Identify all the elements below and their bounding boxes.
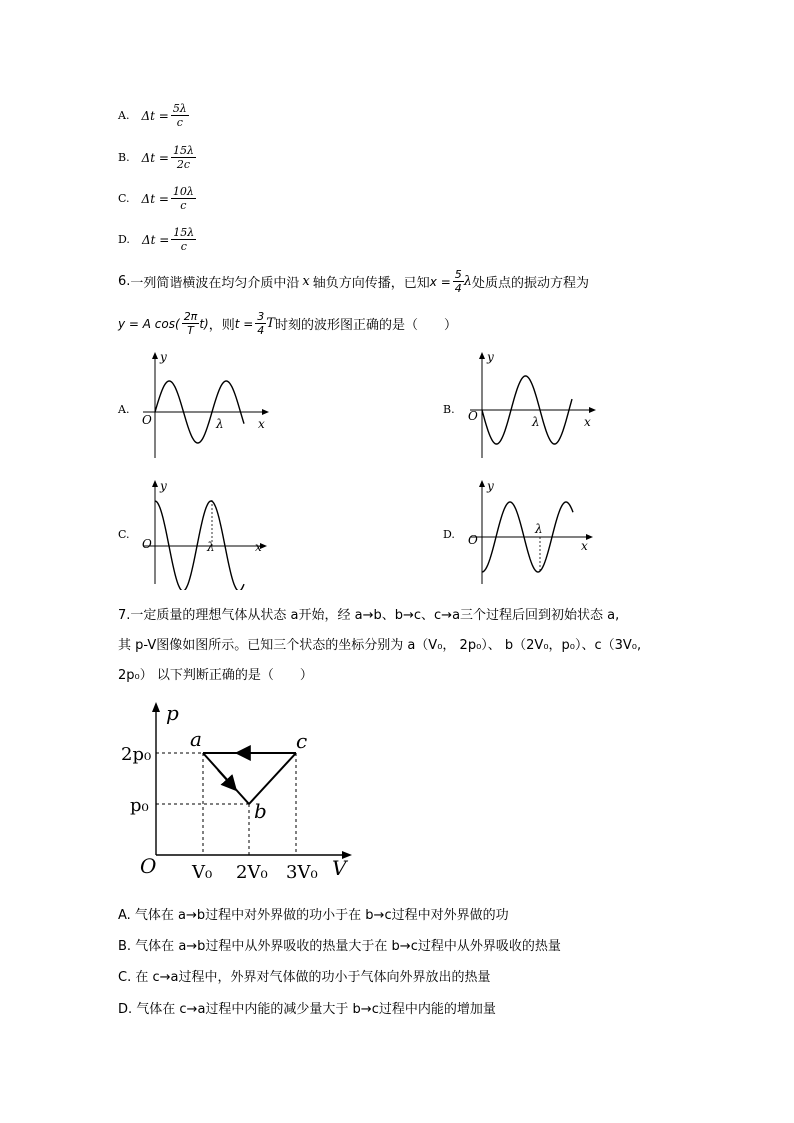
- lambda-label: λ: [216, 417, 224, 431]
- q7-option-b: B. 气体在 a→b过程中从外界吸收的热量大于在 b→c过程中从外界吸收的热量: [118, 939, 561, 954]
- option-lhs: Δt =: [141, 232, 170, 247]
- y-axis-label: y: [160, 479, 167, 493]
- q5-option-d: [118, 226, 196, 253]
- p-tick-p0: p₀: [130, 795, 149, 816]
- q5-option-b: [118, 144, 196, 171]
- frac-den: c: [180, 199, 187, 212]
- point-a-label: a: [190, 727, 202, 751]
- q6-eq-rhs: t): [199, 316, 209, 331]
- option-lhs: Δt =: [141, 150, 169, 165]
- q5-option-a: [118, 102, 189, 129]
- q6-eq-lhs: y = A cos(: [118, 316, 180, 331]
- v-tick-2v0: 2V₀: [236, 862, 268, 883]
- q6-graph-b: [465, 350, 605, 462]
- frac-den: T: [187, 324, 194, 337]
- option-fraction: [171, 185, 196, 212]
- frac-den: c: [176, 116, 183, 129]
- q6-t-eq: t =: [234, 316, 254, 331]
- origin-label: O: [142, 413, 152, 427]
- v-tick-v0: V₀: [192, 862, 213, 883]
- p-tick-2p0: 2p₀: [121, 744, 152, 765]
- q6-graph-a: [138, 350, 278, 462]
- frac-num: 10λ: [172, 185, 194, 198]
- q6-t-fraction: [255, 310, 266, 337]
- option-label: C.: [118, 192, 130, 205]
- option-label: A.: [118, 109, 130, 122]
- frac-num: 5λ: [172, 102, 187, 115]
- lambda-label: λ: [535, 522, 543, 536]
- origin-label: O: [140, 854, 157, 878]
- option-fraction: [171, 226, 196, 253]
- frac-den: c: [180, 240, 187, 253]
- x-axis-label: x: [258, 417, 265, 431]
- q6-text2: 轴负方向传播，已知: [312, 276, 430, 291]
- q6-graph-b-label: B.: [443, 403, 455, 416]
- frac-den: 2c: [176, 158, 191, 171]
- frac-den: 4: [454, 282, 462, 295]
- q6-text1: 一列简谐横波在均匀介质中沿: [130, 276, 300, 291]
- q6-text5: 时刻的波形图正确的是（ ）: [274, 318, 457, 333]
- point-c-label: c: [296, 729, 308, 753]
- origin-label: O: [142, 537, 152, 551]
- y-axis-label: y: [487, 350, 494, 364]
- origin-label: O: [468, 533, 478, 547]
- v-tick-3v0: 3V₀: [286, 862, 318, 883]
- q6-lambda: λ: [463, 274, 473, 289]
- q6-t-T: T: [266, 316, 275, 331]
- q6-graph-c: [138, 478, 278, 590]
- q6-text4: ，则: [208, 318, 235, 333]
- frac-num: 2π: [183, 310, 198, 323]
- q6-number: 6.: [118, 274, 131, 289]
- q7-stem-line1: 7.一定质量的理想气体从状态 a开始，经 a→b、b→c、c→a三个过程后回到初始状态 a,: [118, 608, 620, 623]
- option-label: D.: [118, 233, 130, 246]
- q7-option-c: C. 在 c→a过程中，外界对气体做的功小于气体向外界放出的热量: [118, 970, 491, 985]
- q6-var-x: x: [302, 274, 310, 289]
- x-axis-label: x: [255, 540, 262, 554]
- q6-graph-a-label: A.: [118, 403, 130, 416]
- q6-graph-d-label: D.: [443, 528, 455, 541]
- option-fraction: [171, 144, 196, 171]
- option-label: B.: [118, 151, 130, 164]
- option-lhs: Δt =: [141, 191, 169, 206]
- q6-stem-line2: [118, 310, 457, 337]
- q7-stem-line3: 2p₀） 以下判断正确的是（ ）: [118, 668, 313, 683]
- q6-x-fraction: [453, 268, 464, 295]
- y-axis-label: y: [487, 479, 494, 493]
- q6-eq-fraction: [182, 310, 200, 337]
- v-axis-label: V: [332, 856, 347, 880]
- x-axis-label: x: [581, 539, 588, 553]
- q7-pv-diagram: [118, 698, 358, 888]
- y-axis-label: y: [160, 350, 167, 364]
- q7-stem-line2: 其 p-V图像如图所示。已知三个状态的坐标分别为 a（V₀， 2p₀）、 b（2V₀，p₀）、c（3V₀,: [118, 638, 642, 653]
- frac-num: 15λ: [173, 226, 195, 239]
- q7-option-a: A. 气体在 a→b过程中对外界做的功小于在 b→c过程中对外界做的功: [118, 908, 509, 923]
- frac-num: 15λ: [172, 144, 194, 157]
- lambda-label: λ: [207, 540, 215, 554]
- option-lhs: Δt =: [141, 108, 169, 123]
- frac-den: 4: [257, 324, 265, 337]
- x-axis-label: x: [584, 415, 591, 429]
- q6-text3: 处质点的振动方程为: [472, 276, 590, 291]
- q7-option-d: D. 气体在 c→a过程中内能的减少量大于 b→c过程中内能的增加量: [118, 1002, 496, 1017]
- q6-x-eq: x =: [429, 274, 451, 289]
- point-b-label: b: [254, 799, 267, 823]
- origin-label: O: [468, 409, 478, 423]
- frac-num: 5: [454, 268, 462, 281]
- q6-graph-c-label: C.: [118, 528, 130, 541]
- q6-graph-d: [465, 478, 605, 590]
- frac-num: 3: [257, 310, 265, 323]
- q6-stem-line1: [118, 268, 589, 295]
- option-fraction: [171, 102, 189, 129]
- p-axis-label: p: [166, 701, 179, 725]
- lambda-label: λ: [532, 415, 540, 429]
- q5-option-c: [118, 185, 196, 212]
